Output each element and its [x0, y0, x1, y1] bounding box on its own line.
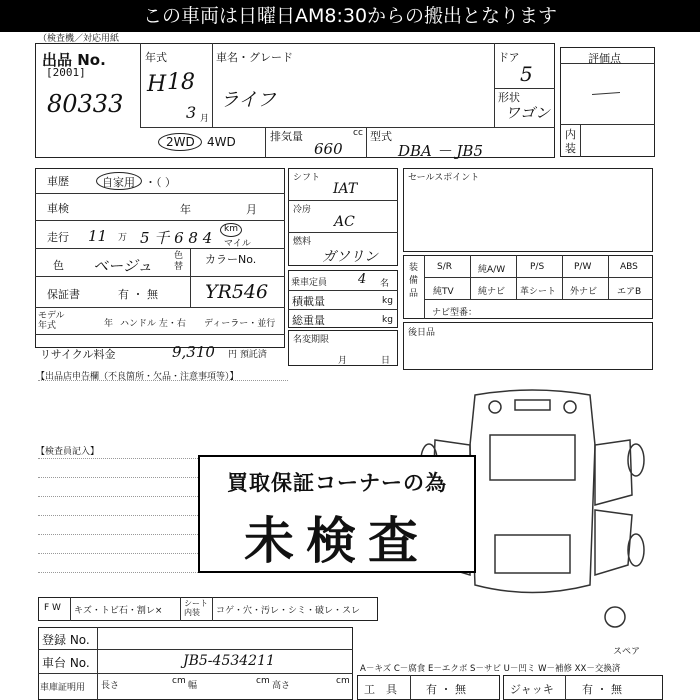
- doors-label: ドア: [498, 51, 520, 64]
- inspector-notes-label: 【検査員記入】: [36, 447, 100, 457]
- fuel-value: ガソリン: [322, 249, 378, 265]
- stamp-line2: 未検査: [244, 512, 430, 570]
- jack-value: 有 ・ 無: [582, 683, 622, 696]
- displacement-unit: cc: [353, 128, 363, 138]
- displacement-value: 660: [314, 140, 343, 158]
- interior-label: 内装: [565, 128, 576, 155]
- model-code-label: 型式: [370, 130, 392, 143]
- inspection-label: 車検: [47, 202, 69, 215]
- year-label: 年式: [145, 51, 167, 64]
- seat-text: コゲ・穴・汚レ・シミ・破レ・スレ: [216, 606, 361, 616]
- after-date-label: 後日品: [408, 328, 436, 338]
- body-label: 形状: [498, 91, 520, 104]
- dealer: ディーラー・並行: [204, 319, 276, 329]
- fuel-label: 燃料: [293, 237, 312, 247]
- color-label: 色: [53, 259, 64, 272]
- shift-value: IAT: [333, 181, 358, 197]
- name-change-month: 月: [338, 356, 348, 366]
- mileage-digits: 5 千 6 8 4: [140, 229, 213, 247]
- history-label: 車歴: [47, 175, 69, 188]
- inspection-year: 年: [180, 203, 191, 216]
- inspection-month: 月: [246, 203, 257, 216]
- lot-label: 出品 No.: [42, 51, 106, 69]
- mileage-man-unit: 万: [118, 233, 128, 243]
- history-value: 自家用: [102, 176, 135, 189]
- navi-model: ナビ型番：: [432, 308, 478, 318]
- dims-height-unit: cm: [336, 676, 350, 686]
- load-label: 積載量: [292, 295, 325, 308]
- mileage-mile: マイル: [224, 239, 251, 249]
- fw-text: キズ・トビ石・割レ×: [74, 606, 163, 616]
- warranty-label: 保証書: [47, 288, 80, 301]
- drive-2wd: 2WD: [166, 135, 195, 149]
- model-year-year: 年: [104, 319, 114, 329]
- damage-legend: A－キズ C－腐食 E－エクボ S－サビ U－凹ミ W－補修 XX－交換済: [360, 664, 621, 674]
- year-value: 18: [167, 70, 195, 95]
- equip-ext-navi: 外ナビ: [570, 287, 598, 297]
- spare-label: スペア: [613, 647, 641, 657]
- sales-point-label: セールスポイント: [408, 173, 480, 183]
- equip-alloy: 純A/W: [478, 265, 506, 275]
- chassis-label: 車台 No.: [42, 656, 90, 670]
- score-label: 評価点: [588, 52, 621, 65]
- mileage-man: 11: [88, 227, 108, 245]
- dims-width-unit: cm: [256, 676, 270, 686]
- stamp-line1: 買取保証コーナーの為: [227, 471, 447, 495]
- equip-ps: P/S: [530, 262, 545, 272]
- model-code-value: DBA － JB5: [398, 142, 483, 160]
- recycle-value: 9,310: [172, 343, 215, 361]
- year-era: H: [147, 72, 167, 97]
- name-change-label: 名変期限: [293, 335, 330, 345]
- history-rest: ・（ ）: [145, 176, 176, 189]
- equip-navi: 純ナビ: [478, 287, 506, 297]
- paint-label: 色替: [174, 251, 184, 272]
- color-no-label: カラーNo.: [205, 253, 257, 266]
- dims-height: 高さ: [272, 681, 291, 691]
- lot-code: [2001]: [46, 66, 86, 79]
- seller-notes-label: 【出品店申告欄（不良箇所・欠品・注意事項等）】: [36, 372, 239, 382]
- color-value: ベージュ: [93, 257, 153, 275]
- recycle-label: リサイクル料金: [40, 348, 116, 361]
- name-change-day: 日: [381, 356, 391, 366]
- after-date-box: [403, 322, 653, 370]
- equip-airbag: エアB: [617, 287, 642, 297]
- not-inspected-stamp: [198, 455, 476, 573]
- dims-label: 車庫証明用: [40, 683, 86, 693]
- body-value: ワゴン: [505, 104, 551, 122]
- color-no-value: YR546: [205, 281, 269, 303]
- header-note: （検査機／対応用紙: [38, 34, 120, 44]
- chassis-value: JB5-4534211: [183, 653, 275, 669]
- handle: ハンドル 左・右: [120, 319, 186, 329]
- fw-label: F W: [44, 603, 61, 613]
- gross-label: 総重量: [292, 314, 325, 327]
- lot-number: 80333: [47, 90, 124, 118]
- equip-leather: 革シート: [520, 287, 557, 297]
- equip-tv: 純TV: [433, 287, 454, 297]
- load-unit: kg: [382, 296, 393, 306]
- registration-label: 登録 No.: [42, 633, 90, 647]
- year-month-unit: 月: [200, 114, 210, 124]
- aircon-value: AC: [334, 214, 355, 230]
- equip-pw: P/W: [574, 262, 592, 272]
- doors-value: 5: [520, 62, 533, 86]
- warranty-value: 有 ・ 無: [118, 288, 158, 301]
- seat-label: シート内装: [184, 599, 208, 617]
- jack-label: ジャッキ: [510, 683, 554, 696]
- dims-width: 幅: [188, 681, 198, 691]
- model-label: 車名・グレード: [216, 51, 293, 64]
- capacity-label: 乗車定員: [291, 278, 328, 288]
- tools-label: 工 具: [364, 683, 397, 696]
- capacity-value: 4: [358, 272, 367, 287]
- tools-value: 有 ・ 無: [426, 683, 466, 696]
- shift-label: シフト: [293, 173, 321, 183]
- equipment-label: 装備品: [409, 263, 419, 299]
- notice-banner: この車両は日曜日AM8:30からの搬出となります: [0, 0, 700, 32]
- equip-sr: S/R: [437, 262, 452, 272]
- recycle-unit: 円 預託済: [228, 350, 267, 360]
- gross-unit: kg: [382, 315, 393, 325]
- drive-4wd: 4WD: [207, 135, 236, 149]
- aircon-label: 冷房: [293, 205, 312, 215]
- dims-length: 長さ: [101, 681, 120, 691]
- mileage-label: 走行: [47, 231, 69, 244]
- year-month: 3: [186, 103, 197, 122]
- equip-abs: ABS: [620, 262, 638, 272]
- mileage-km: km: [224, 224, 238, 234]
- dims-length-unit: cm: [172, 676, 186, 686]
- capacity-unit: 名: [380, 279, 390, 289]
- model-name: ライフ: [220, 89, 276, 111]
- displacement-label: 排気量: [270, 130, 303, 143]
- model-year-label: モデル年式: [38, 311, 65, 331]
